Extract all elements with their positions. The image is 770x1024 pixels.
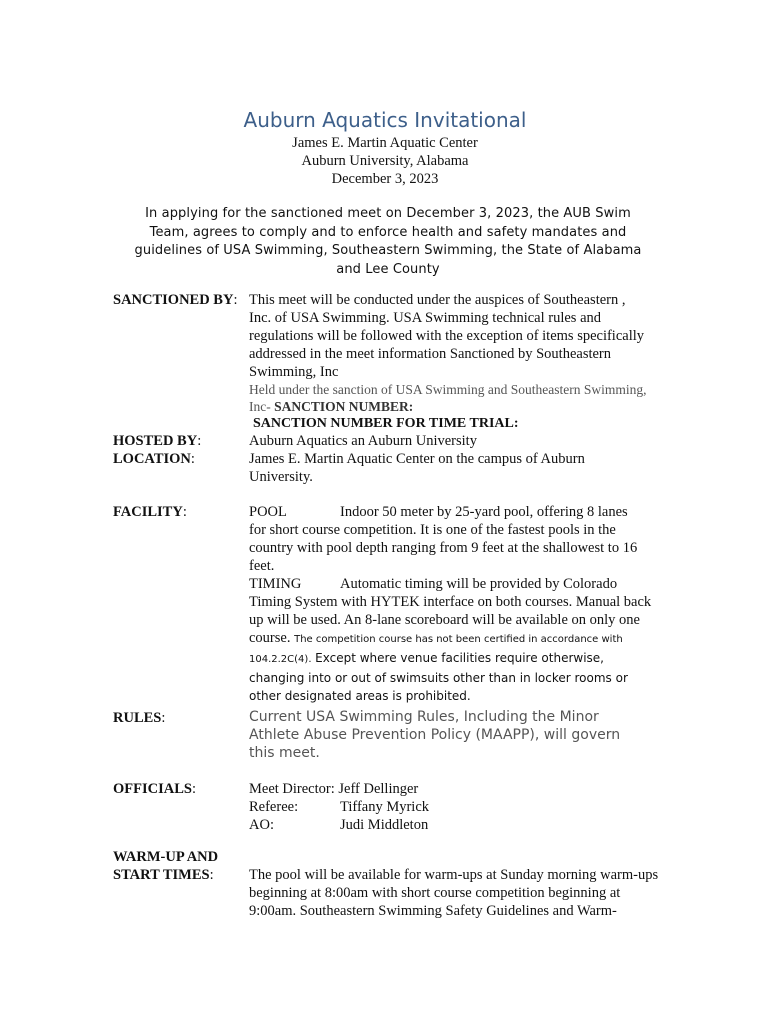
meet-director: Meet Director: Jeff Dellinger: [249, 781, 419, 797]
location-label-text: LOCATION: [113, 451, 191, 467]
timing-text-first: Automatic timing will be provided by Colorado: [340, 576, 618, 592]
location-text: James E. Martin Aquatic Center on the campus of Auburn University.: [249, 451, 585, 485]
referee-label: Referee:: [249, 799, 299, 815]
sanctioned-by-text: This meet will be conducted under the auspices of Southeastern , Inc. of USA Swimming. USA Swimming technical rules and regulations will be followed with the exception of items specifically addressed in the meet information Sanctioned by Southeastern Swimming, Inc: [249, 292, 645, 380]
referee-line: [249, 798, 659, 816]
location-label: LOCATION:: [113, 451, 195, 467]
ao-label: AO:: [249, 817, 274, 833]
warmup-text: The pool will be available for warm-ups at Sunday morning warm-ups beginning at 8:00am with short course competition beginning at 9:00am. Southeastern Swimming Safety Guidelines and Warm-: [249, 867, 659, 919]
officials-label-text: OFFICIALS: [113, 781, 192, 797]
sanction-number-label: SANCTION NUMBER:: [274, 399, 414, 414]
warmup-label-text: START TIMES: [113, 867, 210, 883]
sanctioned-by-label: SANCTIONED BY:: [113, 292, 238, 308]
sanctioned-by-label-text: SANCTIONED BY: [113, 292, 234, 308]
referee-name: Tiffany Myrick: [340, 799, 430, 815]
certification-note: The competition course has not been certified in accordance with 104.2.2C(4).: [249, 634, 623, 665]
hosted-by-text: Auburn Aquatics an Auburn University: [249, 433, 477, 449]
intro-paragraph: In applying for the sanctioned meet on December 3, 2023, the AUB Swim Team, agrees to comply and to enforce health and safety mandates and guidelines of USA Swimming, Southeastern Swimming, the State of Alabama and Lee County: [134, 206, 642, 277]
held-under-sanction: Held under the sanction of USA Swimming and Southeastern Swimming, Inc-: [249, 382, 647, 414]
venue-facilities-note: Except where venue facilities require otherwise, changing into or out of swimsuits other than in locker rooms or other designated areas is prohibited.: [249, 651, 628, 703]
officials-section: [249, 780, 659, 834]
warmup-label-line-1: WARM-UP AND: [113, 849, 219, 865]
ao-line: [249, 816, 659, 834]
pool-text-first: Indoor 50 meter by 25-yard pool, offering 8 lanes: [340, 504, 628, 520]
location-line: Auburn University, Alabama: [301, 153, 469, 169]
pool-line: [249, 503, 659, 521]
facility-label-text: FACILITY: [113, 504, 183, 520]
warmup-label: [113, 848, 218, 884]
hosted-by-label: HOSTED BY:: [113, 433, 202, 449]
rules-text: Current USA Swimming Rules, Including the Minor Athlete Abuse Prevention Policy (MAAPP), will govern this meet.: [249, 709, 621, 761]
held-under-text: [249, 381, 649, 415]
facility-section: [249, 503, 659, 705]
timing-label: TIMING: [249, 576, 302, 592]
venue-line: James E. Martin Aquatic Center: [292, 135, 478, 151]
sanctioned-by-section: [249, 291, 649, 433]
rules-label-text: RULES: [113, 710, 162, 726]
timing-line: [249, 575, 659, 593]
ao-name: Judi Middleton: [340, 817, 429, 833]
pool-label: POOL: [249, 504, 287, 520]
pool-text-rest: for short course competition. It is one of the fastest pools in the country with pool depth ranging from 9 feet at the shallowest to 16 feet.: [249, 522, 638, 574]
meet-title: Auburn Aquatics Invitational: [243, 108, 527, 132]
timing-text-rest: Timing System with HYTEK interface on both courses. Manual back up will be used. An 8-lane scoreboard will be available on only one course.: [249, 594, 652, 646]
facility-label: FACILITY:: [113, 504, 187, 520]
date-line: December 3, 2023: [331, 171, 439, 187]
rules-label: RULES:: [113, 710, 166, 726]
time-trial-sanction-label: SANCTION NUMBER FOR TIME TRIAL:: [253, 416, 519, 431]
warmup-label-line-2: START TIMES:: [113, 867, 214, 883]
hosted-by-label-text: HOSTED BY: [113, 433, 198, 449]
officials-label: OFFICIALS:: [113, 781, 196, 797]
